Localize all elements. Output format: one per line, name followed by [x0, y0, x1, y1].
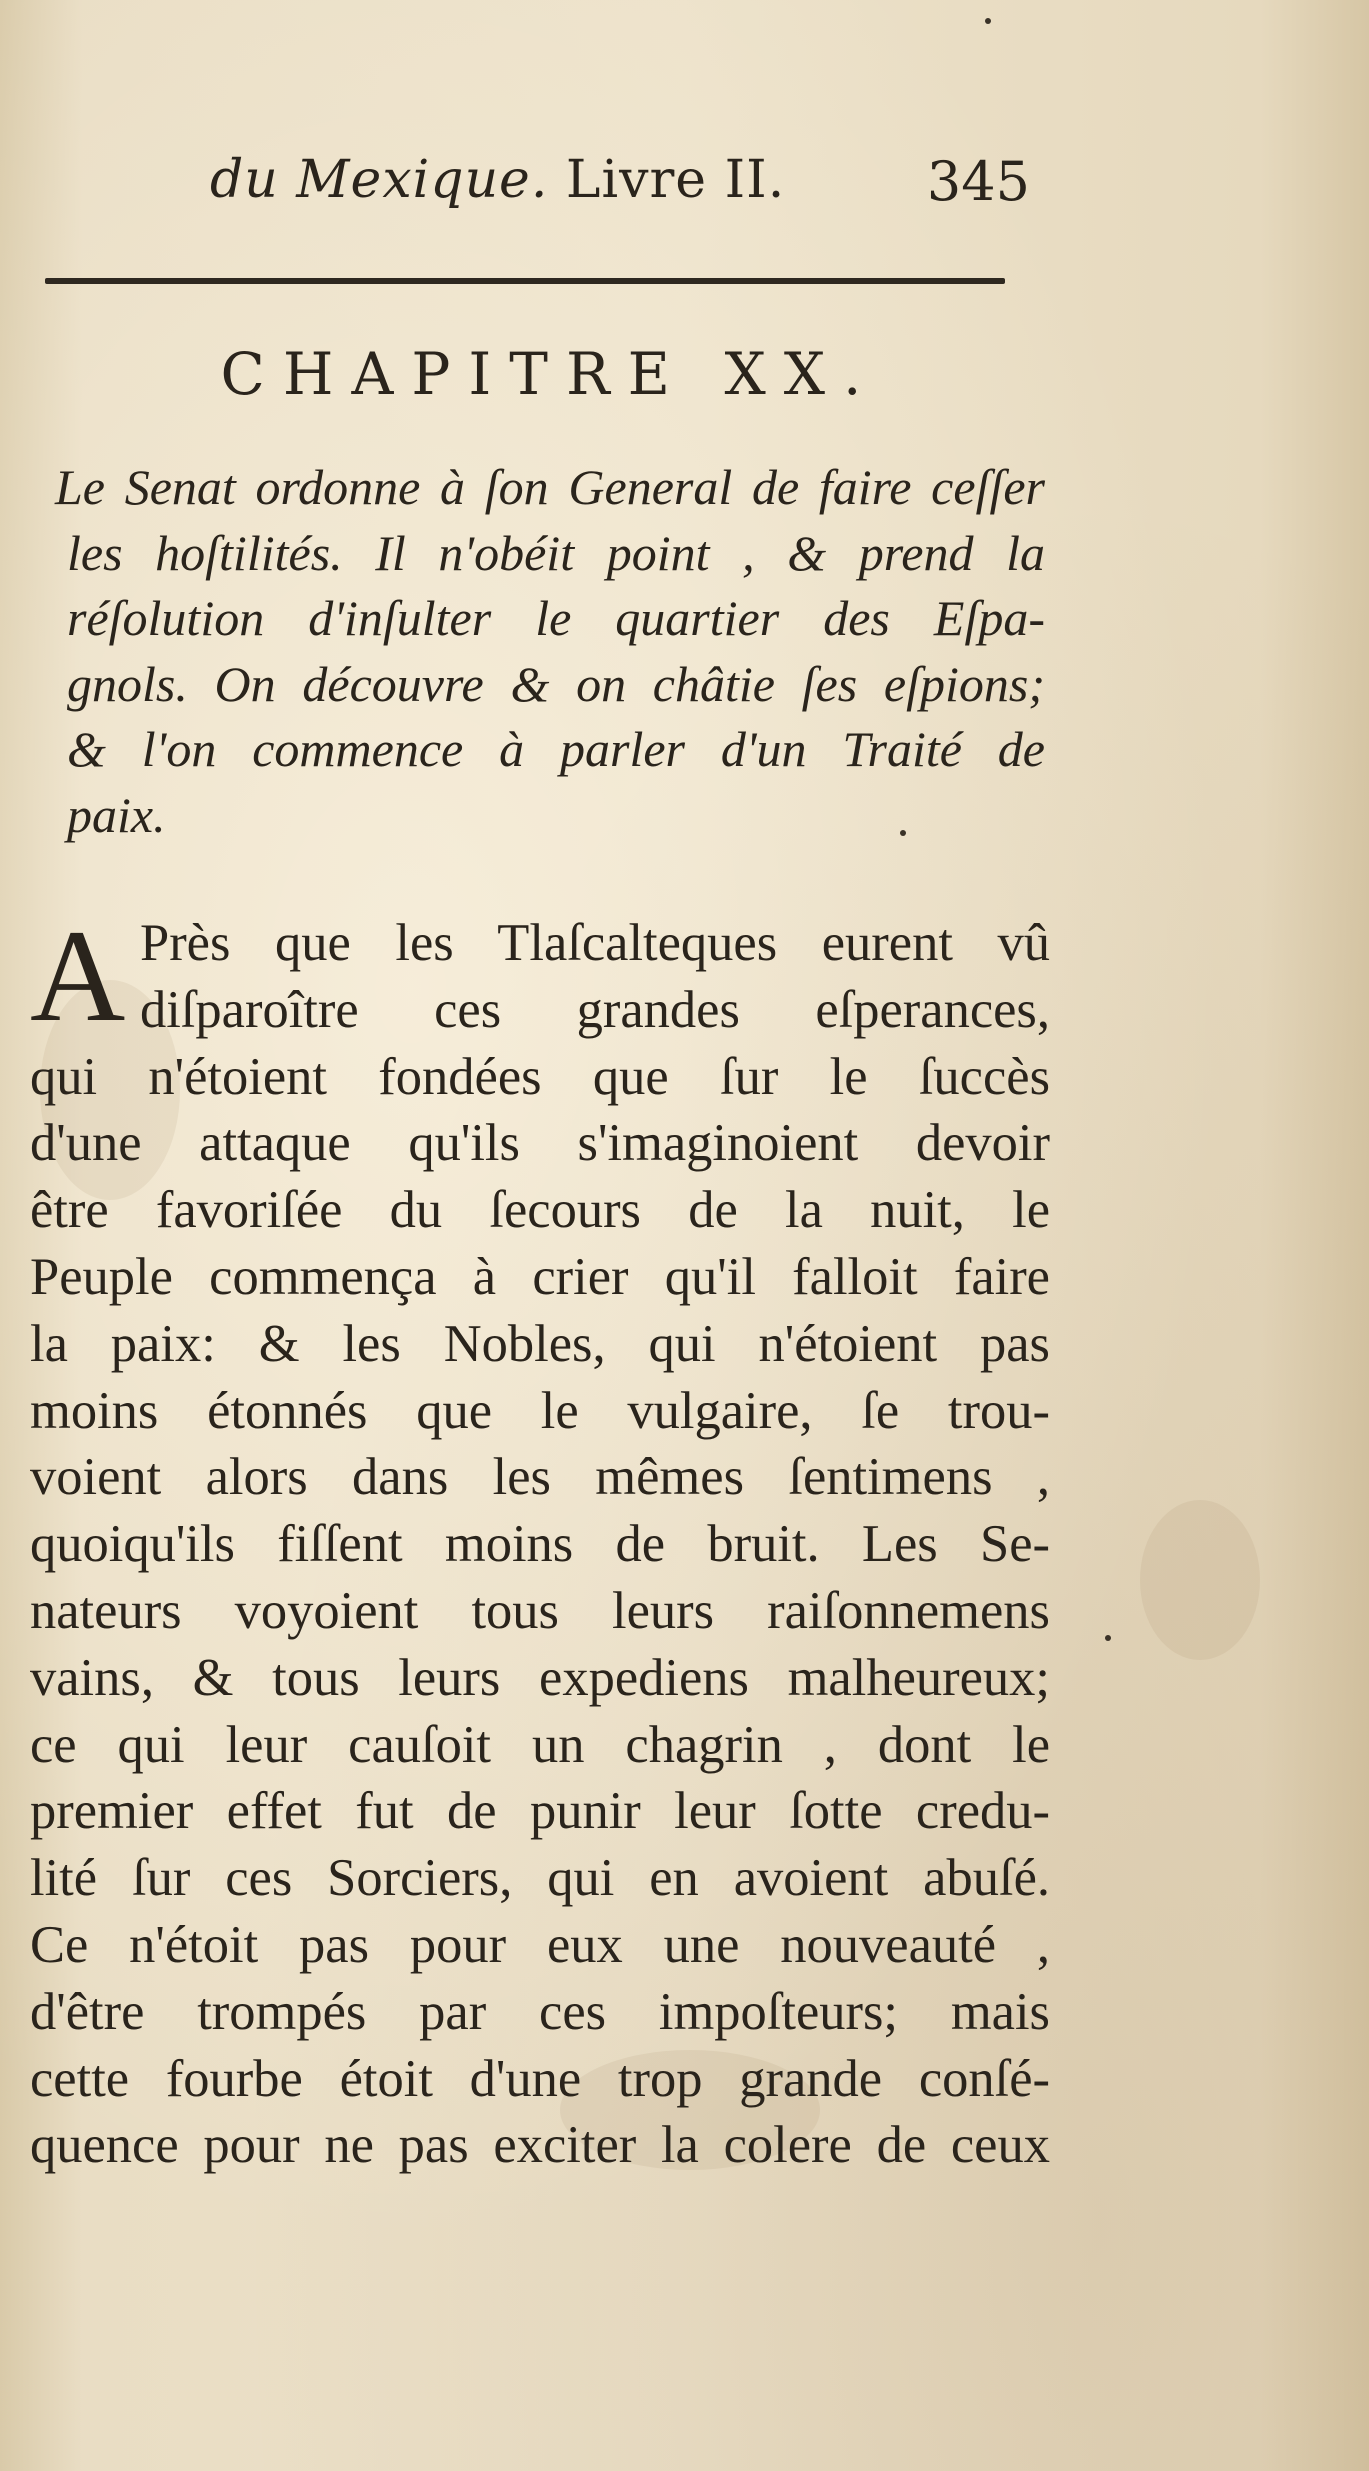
chapter-title: CHAPITRE XX. [220, 340, 880, 408]
running-header [170, 150, 1050, 230]
ink-speck [985, 18, 991, 24]
body-line: diſparoître ces grandes eſperances, [140, 980, 1050, 1039]
body-line: vains, & tous leurs expediens malheureux; [30, 1648, 1050, 1707]
body-line: Près que les Tlaſcalteques eurent vû [140, 914, 1050, 972]
body-line: la paix: & les Nobles, qui n'étoient pas [30, 1314, 1050, 1373]
drop-cap: A [30, 902, 126, 1049]
ink-speck [1105, 1635, 1111, 1641]
body-line: nateurs voyoient tous leurs raiſonnemens [30, 1581, 1050, 1640]
summary-line: réſolution d'inſulter le quartier des Eſpa- [67, 590, 1045, 646]
body-line: quence pour ne pas exciter la colere de ceux [30, 2116, 1050, 2175]
body-line: qui n'étoient fondées que ſur le ſuccès [30, 1047, 1050, 1106]
running-title-book: Livre II. [565, 150, 786, 210]
body-line: Peuple commença à crier qu'il falloit faire [30, 1247, 1050, 1306]
running-title [210, 150, 785, 210]
chapter-summary [55, 455, 1045, 848]
body-line: d'être trompés par ces impoſteurs; mais [30, 1982, 1050, 2041]
running-title-italic: du Mexique. [210, 150, 549, 210]
body-line: Ce n'étoit pas pour eux une nouveauté , [30, 1915, 1050, 1974]
summary-line: les hoſtilités. Il n'obéit point , & prend la [67, 524, 1045, 581]
body-text [30, 902, 1050, 2179]
body-line: moins étonnés que le vulgaire, ſe trou- [30, 1381, 1050, 1440]
summary-line: paix. [67, 786, 166, 843]
header-rule [45, 278, 1005, 284]
body-line: d'une attaque qu'ils s'imaginoient devoir [30, 1114, 1050, 1173]
body-line: être favoriſée du ſecours de la nuit, le [30, 1181, 1050, 1240]
summary-line: gnols. On découvre & on châtie ſes eſpions; [67, 655, 1045, 712]
body-line: voient alors dans les mêmes ſentimens , [30, 1448, 1050, 1507]
page-number: 345 [926, 150, 1030, 213]
summary-line: & l'on commence à parler d'un Traité de [67, 721, 1045, 777]
body-line: quoiqu'ils fiſſent moins de bruit. Les Se- [30, 1515, 1050, 1574]
body-line: premier effet fut de punir leur ſotte credu- [30, 1782, 1050, 1841]
body-line: cette fourbe étoit d'une trop grande conſé- [30, 2049, 1050, 2108]
body-line: lité ſur ces Sorciers, qui en avoient abuſé. [30, 1849, 1050, 1908]
paper-stain [1140, 1500, 1260, 1660]
summary-line: Le Senat ordonne à ſon General de faire ceſſer [55, 459, 1045, 515]
body-line: ce qui leur cauſoit un chagrin , dont le [30, 1715, 1050, 1774]
